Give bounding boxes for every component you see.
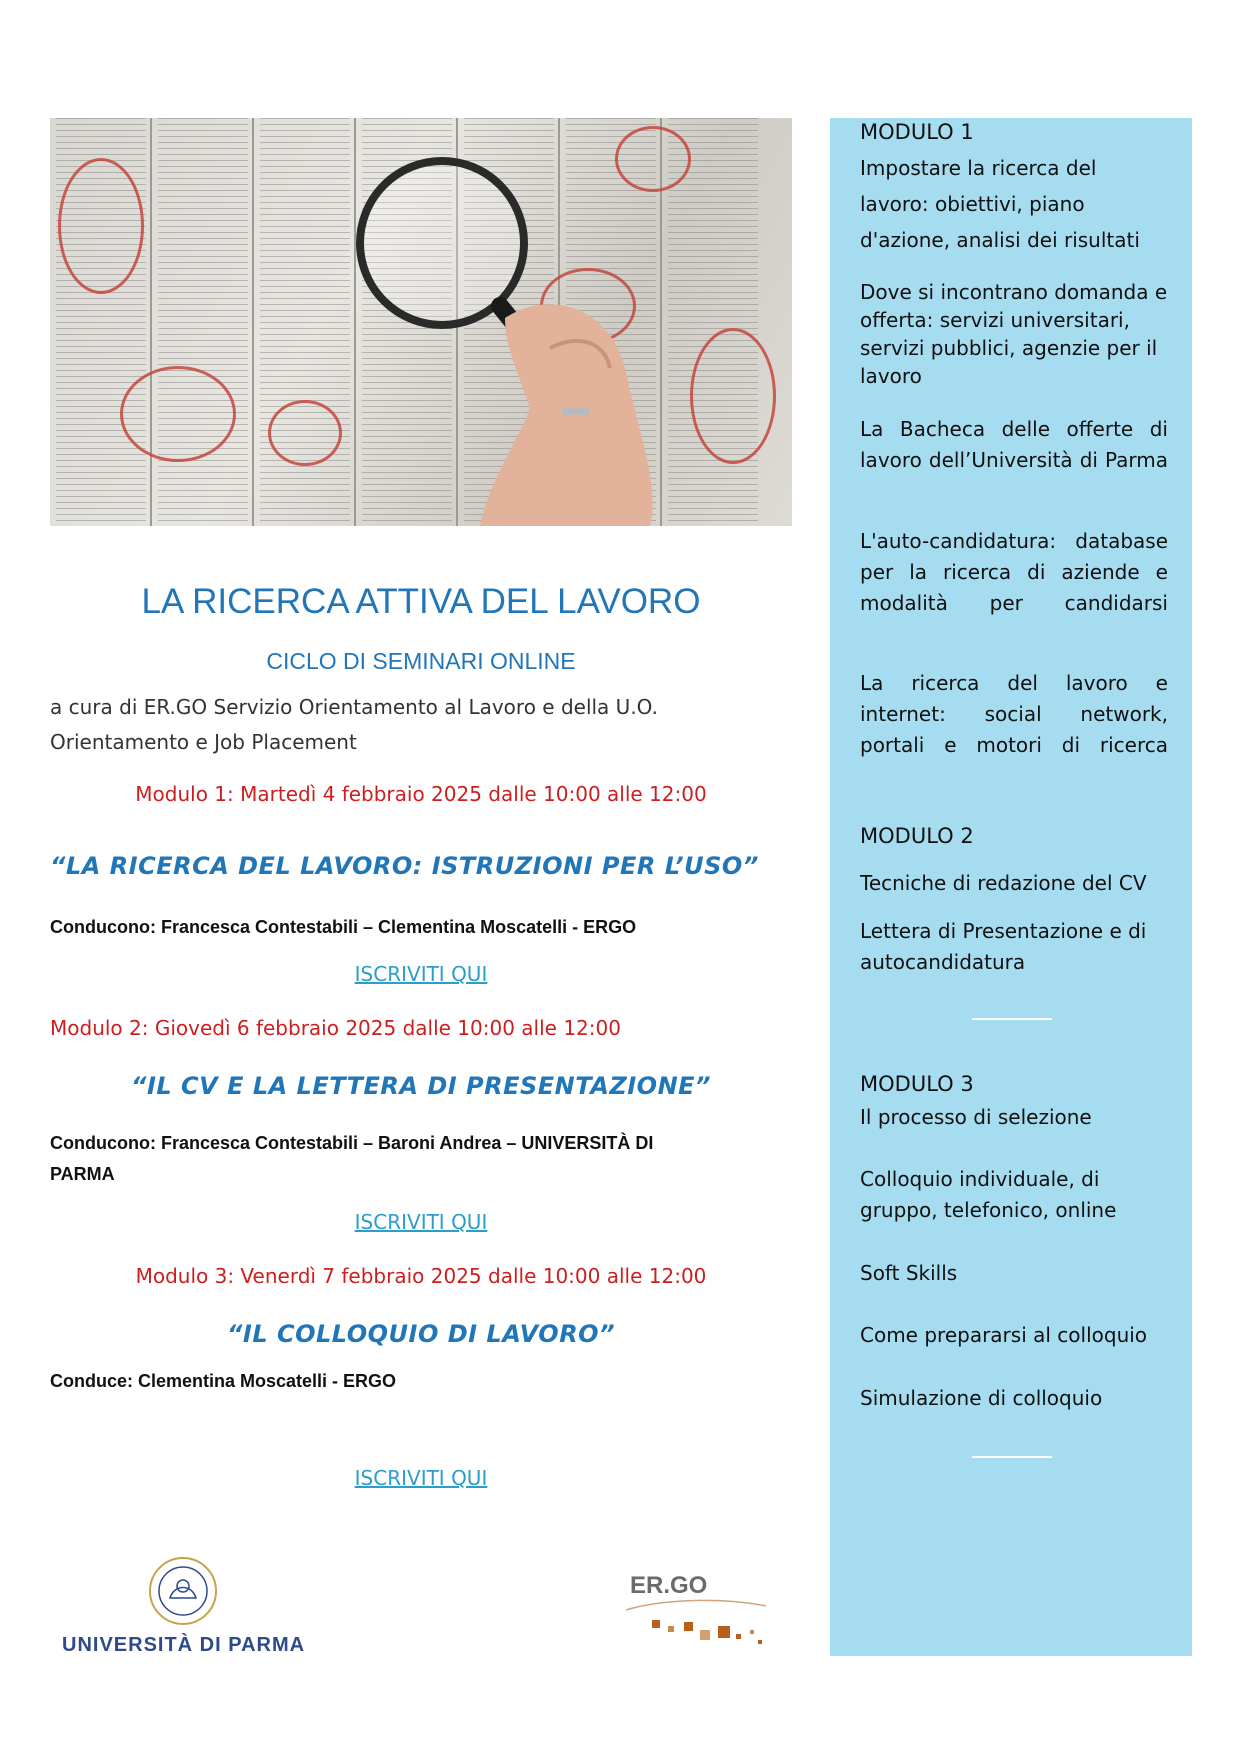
module-3-title: “IL COLLOQUIO DI LAVORO” — [226, 1320, 616, 1348]
sidebar-module-3-item-2: Colloquio individuale, di gruppo, telefonico, online — [860, 1167, 1117, 1222]
sidebar-divider — [972, 1456, 1052, 1458]
ergo-logo — [626, 1568, 776, 1658]
module-2-date: Modulo 2: Giovedì 6 febbraio 2025 dalle 10:00 alle 12:00 — [50, 1016, 621, 1040]
module-2-title: “IL CV E LA LETTERA DI PRESENTAZIONE” — [130, 1072, 712, 1100]
module-1-title: “LA RICERCA DEL LAVORO: ISTRUZIONI PER L’USO” — [50, 852, 759, 880]
sidebar-panel — [830, 118, 1192, 1656]
sidebar-module-1-item-3: La Bacheca delle offerte di lavoro dell’Università di Parma — [860, 417, 1168, 472]
module-2-lead-line-2: PARMA — [50, 1164, 115, 1184]
hero-image — [50, 118, 792, 526]
module-3-date: Modulo 3: Venerdì 7 febbraio 2025 dalle 10:00 alle 12:00 — [135, 1264, 707, 1288]
ergo-logo-text: ER.GO — [630, 1572, 708, 1599]
sidebar-module-2-item-1: Tecniche di redazione del CV — [860, 871, 1147, 895]
sidebar-module-3-item-4: Come prepararsi al colloquio — [860, 1323, 1148, 1347]
organizers-line-2: Orientamento e Job Placement — [50, 730, 357, 754]
sidebar-module-3-item-3: Soft Skills — [860, 1261, 958, 1285]
module-3-lead: Conduce: Clementina Moscatelli - ERGO — [50, 1371, 397, 1391]
module-1-date: Modulo 1: Martedì 4 febbraio 2025 dalle 10:00 alle 12:00 — [135, 782, 707, 806]
module-2-lead-line-1: Conducono: Francesca Contestabili – Baroni Andrea – UNIVERSITÀ DI — [50, 1133, 654, 1153]
organizers-line-1: a cura di ER.GO Servizio Orientamento al Lavoro e della U.O. — [50, 695, 658, 719]
module-1-signup-link[interactable]: ISCRIVITI QUI — [354, 962, 488, 986]
magnifier-illustration — [50, 118, 792, 526]
sidebar-module-2-item-2: Lettera di Presentazione e di autocandidatura — [860, 919, 1147, 974]
sidebar-module-2-heading: MODULO 2 — [860, 824, 974, 848]
sidebar-module-3-heading: MODULO 3 — [860, 1072, 974, 1096]
page-subtitle: CICLO DI SEMINARI ONLINE — [266, 648, 576, 674]
module-2-signup-link[interactable]: ISCRIVITI QUI — [354, 1210, 488, 1234]
university-seal-icon — [148, 1556, 218, 1626]
sidebar-divider — [972, 1018, 1052, 1020]
ergo-squares-icon — [626, 1568, 776, 1658]
module-2-lead — [50, 1128, 792, 1190]
organizers-text — [50, 690, 790, 760]
sidebar-module-1-item-5: La ricerca del lavoro e internet: social network, portali e motori di ricerca — [860, 671, 1168, 757]
sidebar-module-3-item-1: Il processo di selezione — [860, 1105, 1092, 1129]
sidebar-module-1-item-1: Impostare la ricerca del lavoro: obiettivi, piano d'azione, analisi dei risultati — [860, 156, 1140, 252]
module-1-lead: Conducono: Francesca Contestabili – Clementina Moscatelli - ERGO — [50, 917, 637, 937]
sidebar-module-1-item-4: L'auto-candidatura: database per la ricerca di aziende e modalità per candidarsi — [860, 529, 1168, 615]
module-3-signup-link[interactable]: ISCRIVITI QUI — [354, 1466, 488, 1490]
sidebar-module-1-heading: MODULO 1 — [860, 120, 974, 144]
sidebar-module-1-item-2: Dove si incontrano domanda e offerta: servizi universitari, servizi pubblici, agenzie per il lavoro — [860, 280, 1168, 388]
sidebar-module-3-item-5: Simulazione di colloquio — [860, 1386, 1103, 1410]
page-title: LA RICERCA ATTIVA DEL LAVORO — [141, 582, 701, 621]
university-name: UNIVERSITÀ DI PARMA — [62, 1634, 306, 1656]
